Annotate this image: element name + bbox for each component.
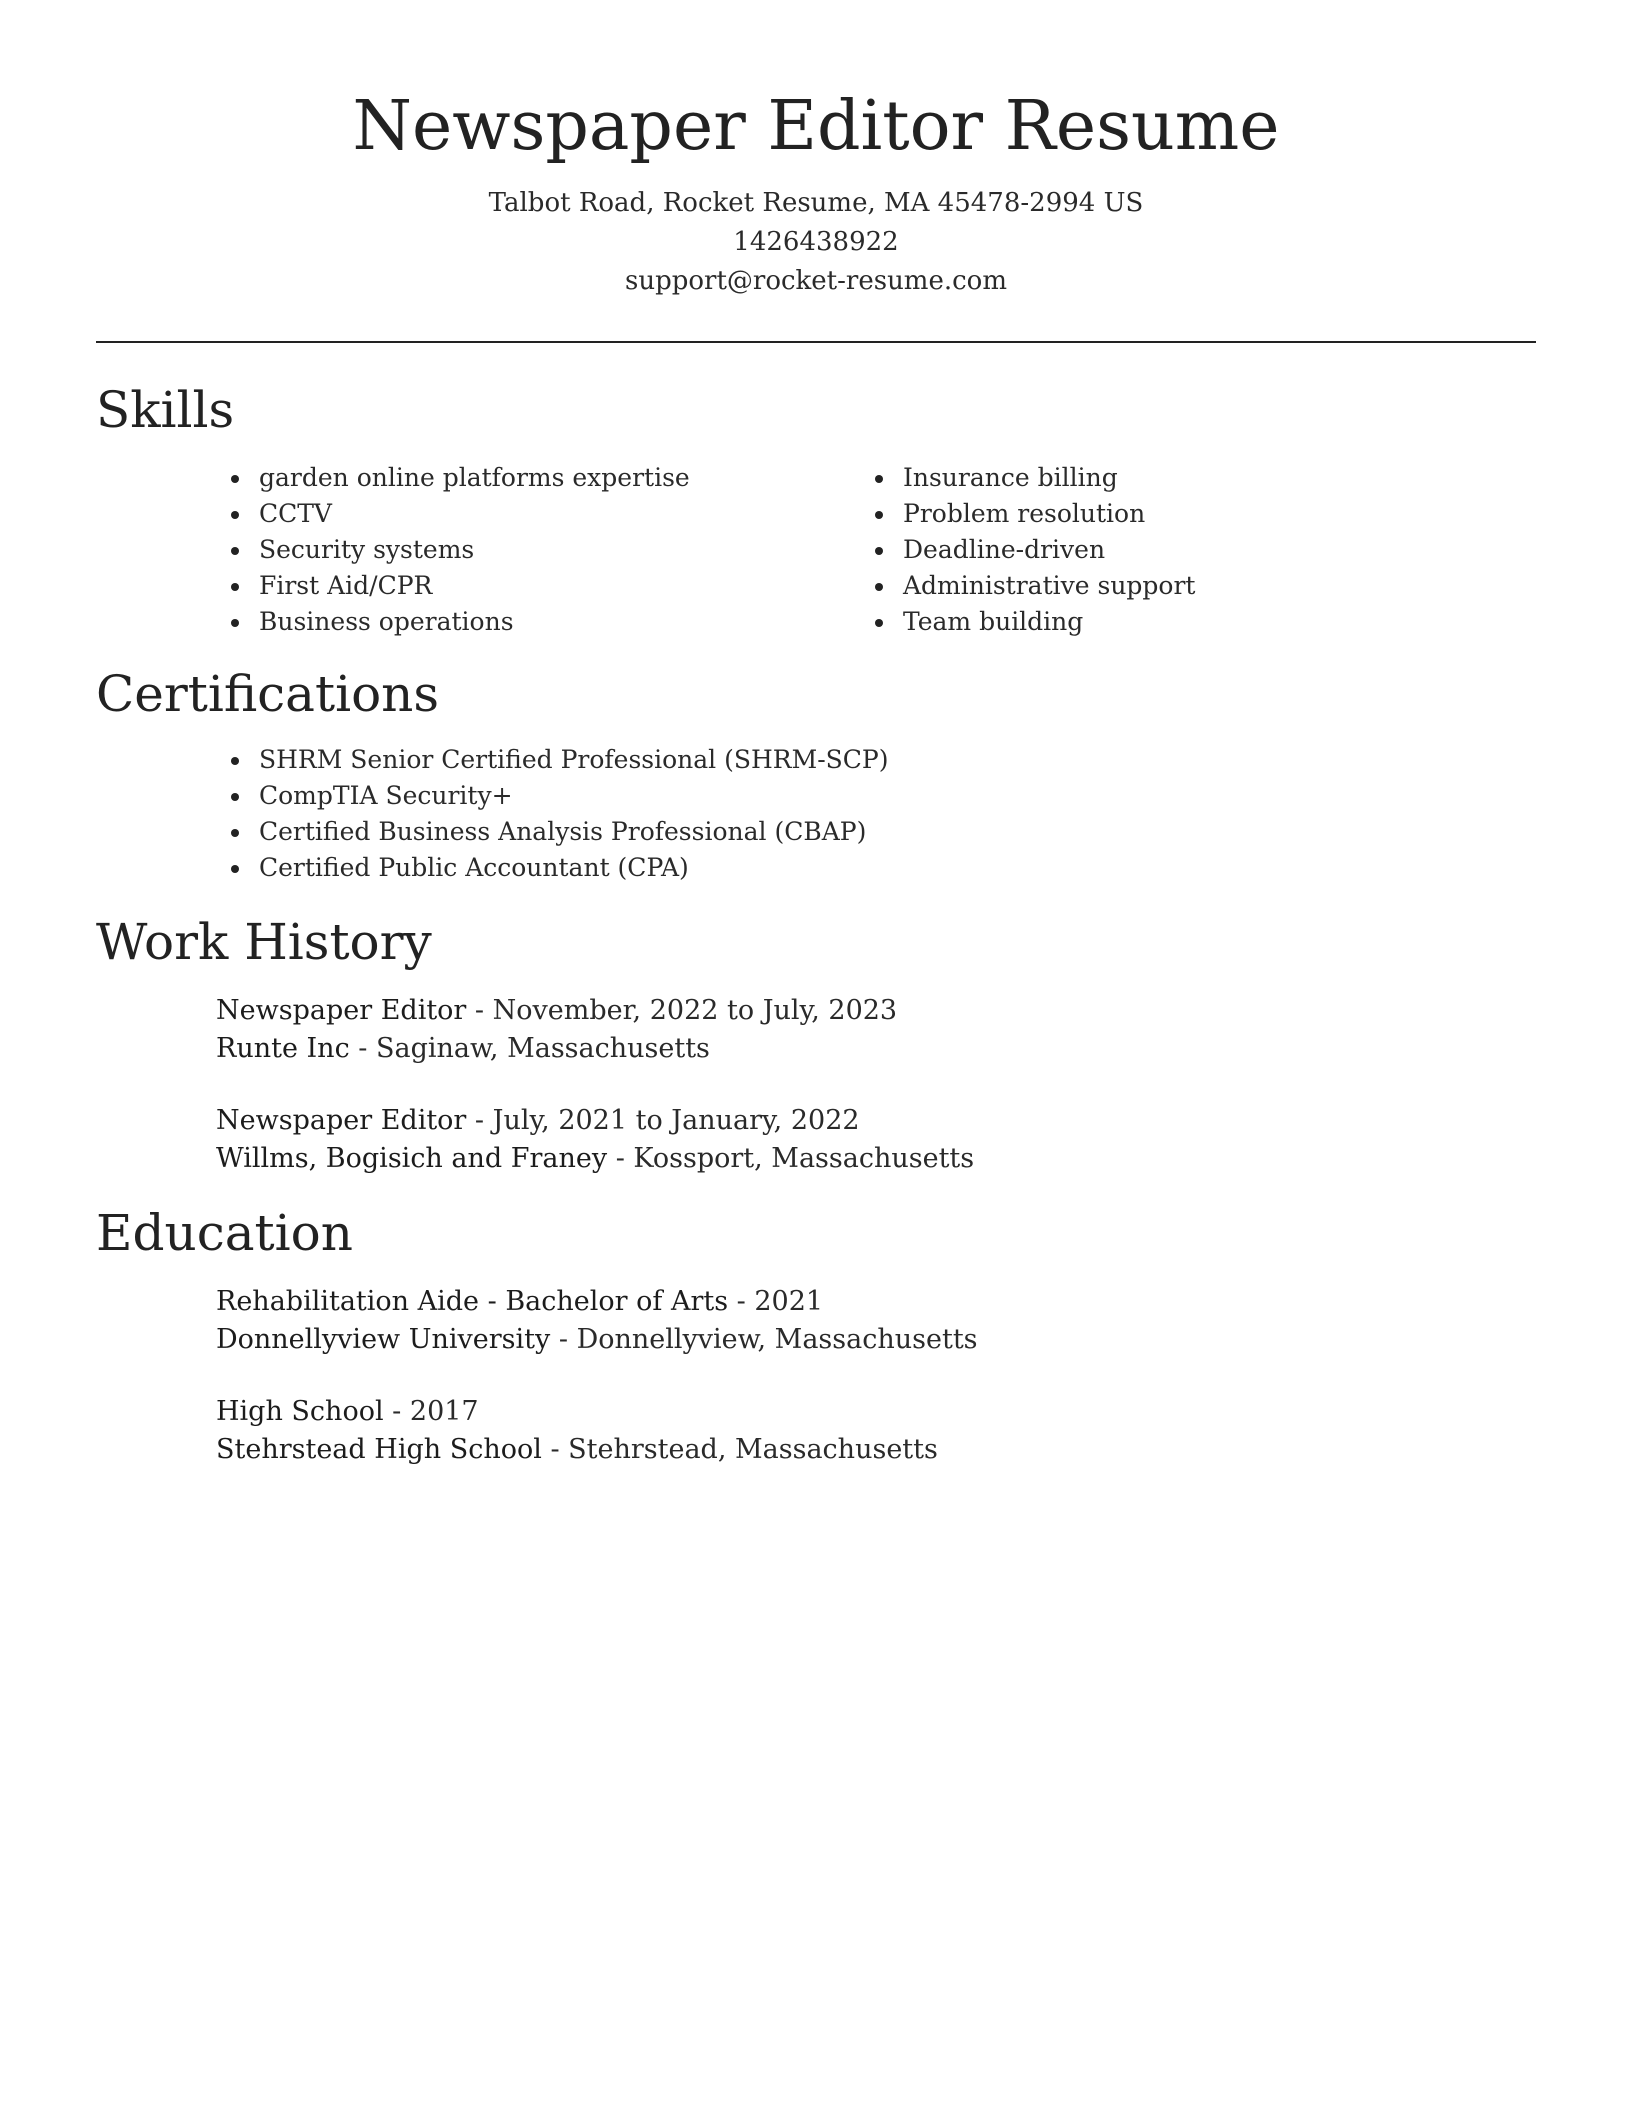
separator: - xyxy=(466,1105,493,1136)
skills-list-left xyxy=(227,460,690,640)
certification-item: Certified Business Analysis Professional (CBAP) xyxy=(227,814,889,850)
degree: High School xyxy=(216,1396,384,1427)
skill-item: Security systems xyxy=(227,532,690,568)
education-entry xyxy=(216,1283,978,1359)
resume-header xyxy=(0,82,1632,301)
job-dates: July, 2021 to January, 2022 xyxy=(492,1105,860,1136)
skills-heading: Skills xyxy=(96,381,235,439)
contact-info xyxy=(0,184,1632,301)
certification-item: Certified Public Accountant (CPA) xyxy=(227,850,889,886)
work-history-heading: Work History xyxy=(96,913,432,971)
skill-item: garden online platforms expertise xyxy=(227,460,690,496)
separator: - xyxy=(349,1033,376,1064)
degree: Rehabilitation Aide - Bachelor of Arts xyxy=(216,1286,729,1317)
job-title: Newspaper Editor xyxy=(216,1105,467,1136)
separator: - xyxy=(550,1324,577,1355)
skill-item: CCTV xyxy=(227,496,690,532)
separator: - xyxy=(541,1434,569,1465)
header-divider xyxy=(96,341,1536,343)
graduation-year: 2021 xyxy=(754,1286,824,1317)
skills-list-right xyxy=(871,460,1195,640)
skill-item: Team building xyxy=(871,604,1195,640)
school-name: Donnellyview University xyxy=(216,1324,551,1355)
job-title: Newspaper Editor xyxy=(216,995,467,1026)
contact-address: Talbot Road, Rocket Resume, MA 45478-2994 US xyxy=(488,188,1144,218)
education-entry-school-line xyxy=(216,1321,978,1359)
job-location: Saginaw, Massachusetts xyxy=(376,1033,710,1064)
certifications-list xyxy=(227,742,889,886)
contact-phone: 1426438922 xyxy=(733,227,899,257)
separator: - xyxy=(466,995,493,1026)
certification-item: SHRM Senior Certified Professional (SHRM-SCP) xyxy=(227,742,889,778)
education-entry-degree-line xyxy=(216,1393,938,1431)
education-entry xyxy=(216,1393,938,1469)
education-entry-school-line xyxy=(216,1431,938,1469)
work-entry-company-line xyxy=(216,1140,974,1178)
work-entry-title-line xyxy=(216,992,897,1030)
certification-item: CompTIA Security+ xyxy=(227,778,889,814)
school-location: Donnellyview, Massachusetts xyxy=(576,1324,978,1355)
school-name: Stehrstead High School xyxy=(216,1434,542,1465)
certifications-heading: Certifications xyxy=(96,665,440,723)
work-entry xyxy=(216,1102,974,1178)
education-entry-degree-line xyxy=(216,1283,978,1321)
contact-email: support@rocket-resume.com xyxy=(624,266,1007,296)
skill-item: Business operations xyxy=(227,604,690,640)
work-entry xyxy=(216,992,897,1068)
separator: - xyxy=(728,1286,755,1317)
skill-item: Administrative support xyxy=(871,568,1195,604)
school-location: Stehrstead, Massachusetts xyxy=(568,1434,938,1465)
separator: - xyxy=(607,1143,634,1174)
skill-item: Problem resolution xyxy=(871,496,1195,532)
job-location: Kossport, Massachusetts xyxy=(633,1143,975,1174)
separator: - xyxy=(383,1396,410,1427)
company-name: Willms, Bogisich and Franey xyxy=(216,1143,608,1174)
skill-item: Deadline-driven xyxy=(871,532,1195,568)
skill-item: First Aid/CPR xyxy=(227,568,690,604)
work-entry-title-line xyxy=(216,1102,974,1140)
education-heading: Education xyxy=(96,1204,353,1262)
skill-item: Insurance billing xyxy=(871,460,1195,496)
company-name: Runte Inc xyxy=(216,1033,350,1064)
work-entry-company-line xyxy=(216,1030,897,1068)
resume-title: Newspaper Editor Resume xyxy=(352,87,1280,166)
graduation-year: 2017 xyxy=(409,1396,479,1427)
job-dates: November, 2022 to July, 2023 xyxy=(492,995,898,1026)
